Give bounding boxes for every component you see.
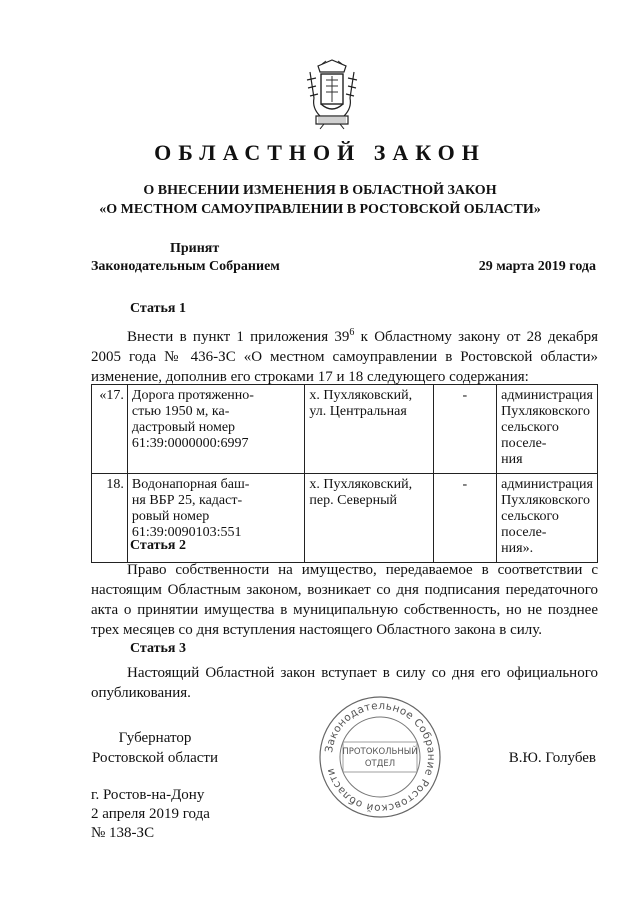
object-description-line: 61:39:0090103:551 [131, 525, 242, 540]
object-description-line: Водонапорная баш- [131, 477, 250, 492]
signatory-position-line: Ростовской области [92, 750, 218, 766]
coat-of-arms-emblem [304, 58, 360, 130]
article-1-text-part: к Областному закону от 28 декабря 2005 года № 436-ЗС «О местном самоуправлении в Ростовской области» изменение, дополнив его строками 17 и 18 следующего содержания: [91, 329, 598, 385]
object-description-line: дастровый номер [131, 420, 236, 435]
object-address [305, 474, 433, 563]
recipient-line: Пухляковского [501, 493, 591, 508]
law-number: № 138-ЗС [91, 825, 155, 841]
signatory-position-line: Губернатор [118, 730, 192, 746]
stamp-center-line: ОТДЕЛ [364, 759, 396, 769]
document-subtitle [0, 181, 640, 219]
signatory-position [0, 728, 310, 768]
stamp-center-line: ПРОТОКОЛЬНЫЙ [342, 747, 418, 757]
object-description-line: 61:39:0000000:6997 [131, 436, 249, 451]
table-row [92, 385, 598, 474]
stamp-ring-text: Законодательное Собрание Ростовской области [323, 699, 438, 815]
document-title: ОБЛАСТНОЙ ЗАКОН [154, 140, 486, 165]
article-1-superscript: 6 [349, 327, 355, 338]
subtitle-line: О ВНЕСЕНИИ ИЗМЕНЕНИЯ В ОБЛАСТНОЙ ЗАКОН [143, 183, 497, 198]
empty-dash: - [433, 385, 497, 474]
article-1-text-part: Внести в пункт 1 приложения 39 [127, 329, 350, 345]
object-description [127, 385, 305, 474]
issue-city: г. Ростов-на-Дону [91, 787, 205, 803]
recipient-line: Пухляковского [501, 404, 591, 419]
recipient-line: администрация [501, 388, 593, 403]
object-description-line: Дорога протяженно- [131, 388, 254, 403]
object-description-line: стью 1950 м, ка- [131, 404, 230, 419]
article-1-heading: Статья 1 [130, 301, 186, 316]
signatory-name: В.Ю. Голубев [508, 750, 596, 766]
object-address-line: пер. Северный [309, 493, 397, 508]
object-address-line: ул. Центральная [309, 404, 407, 419]
official-stamp [318, 695, 442, 819]
property-table [91, 384, 598, 563]
adopted-label: Принят [170, 241, 220, 256]
recipient [497, 474, 598, 563]
article-2-text: Право собственности на имущество, передаваемое в соответствии с настоящим Областным законом, возникает со дня подписания передаточного акта о принятии имущества в муниципальную собственность, но не позднее трех месяцев со дня вступления настоящего Областного закона в силу. [91, 562, 598, 638]
property-table-body [92, 385, 598, 563]
article-2-heading: Статья 2 [130, 538, 186, 553]
subtitle-line: «О МЕСТНОМ САМОУПРАВЛЕНИИ В РОСТОВСКОЙ ОБЛАСТИ» [99, 202, 541, 217]
recipient [497, 385, 598, 474]
adopted-date: 29 марта 2019 года [478, 259, 596, 274]
row-number: «17. [92, 385, 128, 474]
recipient-line: администрация [501, 477, 593, 492]
recipient-line: ния [501, 452, 523, 467]
recipient-line: сельского поселе- [501, 509, 559, 540]
object-description-line: ня ВБР 25, кадаст- [131, 493, 243, 508]
article-3-text: Настоящий Областной закон вступает в силу со дня его официального опубликования. [91, 665, 598, 701]
object-address [305, 385, 433, 474]
object-address-line: х. Пухляковский, [309, 388, 413, 403]
issue-date: 2 апреля 2019 года [91, 806, 210, 822]
adopted-by: Законодательным Собранием [91, 259, 280, 274]
empty-dash: - [433, 474, 497, 563]
object-address-line: х. Пухляковский, [309, 477, 413, 492]
row-number: 18. [92, 474, 128, 563]
recipient-line: ния». [501, 541, 534, 556]
article-3-heading: Статья 3 [130, 641, 186, 656]
recipient-line: сельского поселе- [501, 420, 559, 451]
object-description-line: ровый номер [131, 509, 210, 524]
issue-details [91, 786, 210, 843]
article-1-text [91, 323, 598, 387]
